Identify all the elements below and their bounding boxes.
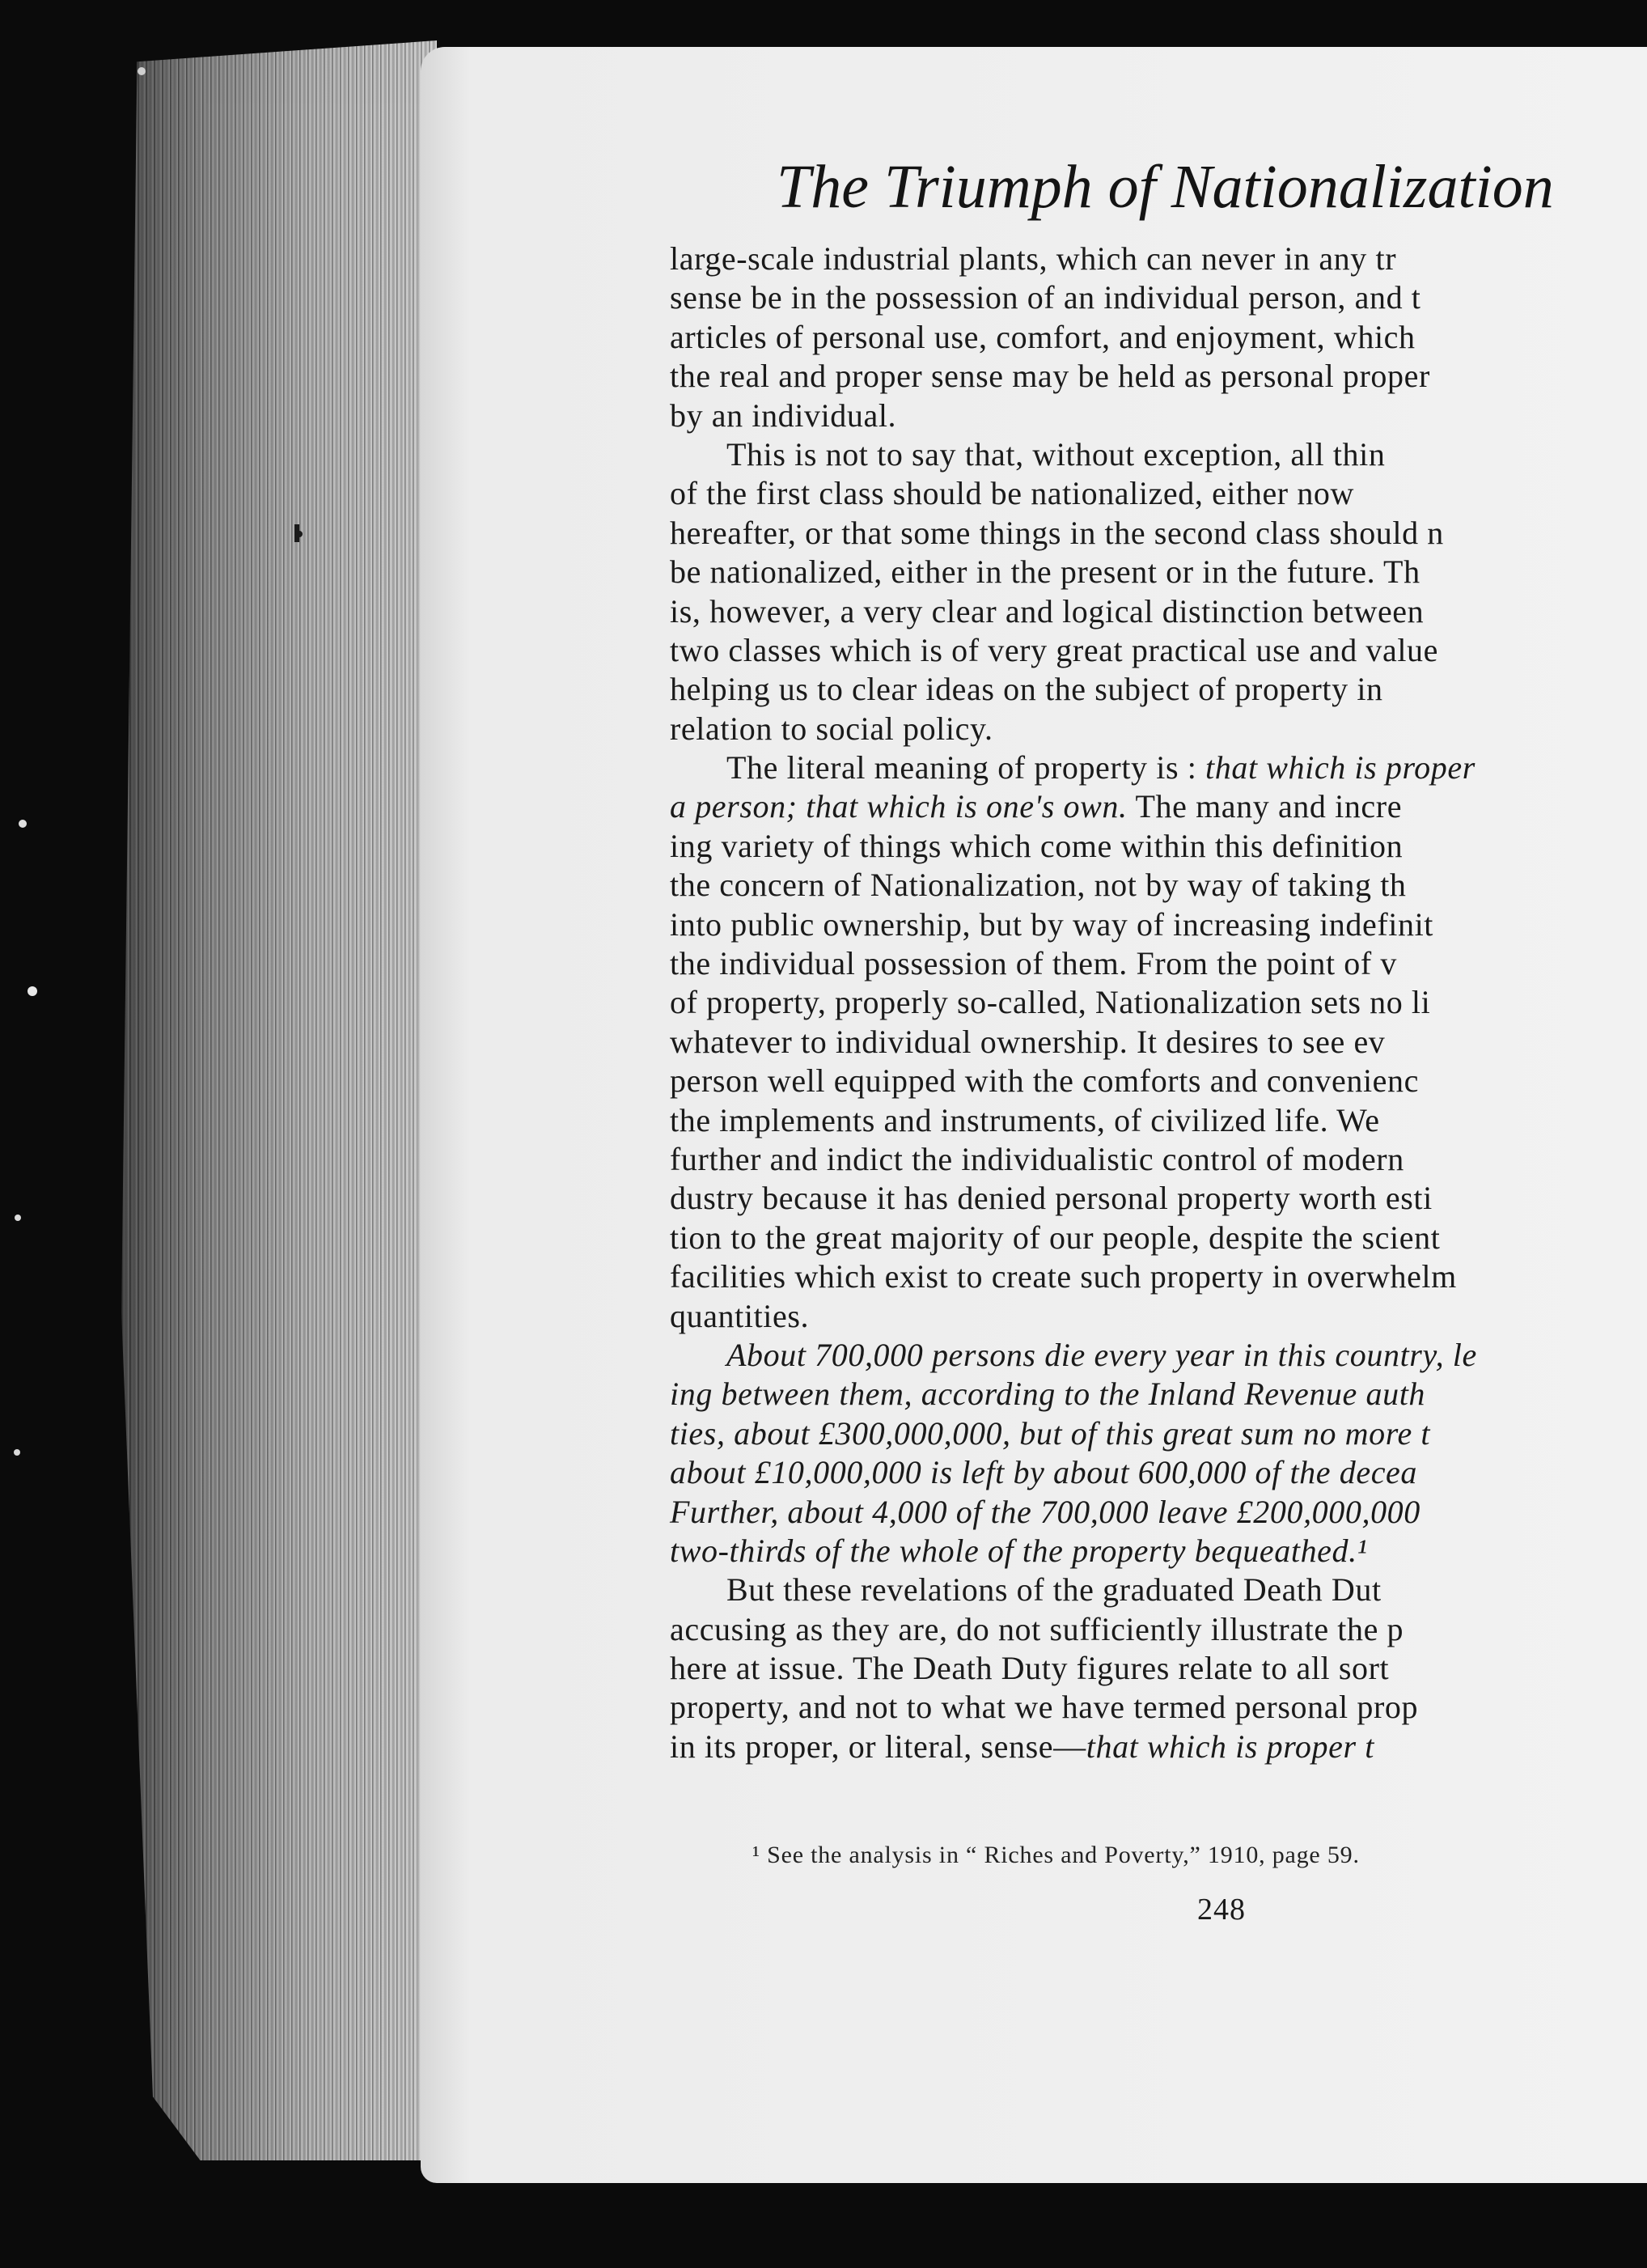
text-line xyxy=(670,1140,1647,1179)
line-text: ing between them, according to the Inland Revenue auth xyxy=(670,1376,1426,1413)
italic-run: that which is proper t xyxy=(1086,1727,1374,1765)
text-line xyxy=(670,944,1647,983)
text-line xyxy=(670,1179,1647,1218)
text-line xyxy=(670,710,1647,748)
line-text: Further, about 4,000 of the 700,000 leave £200,000,000 xyxy=(670,1493,1420,1530)
book-page-edges xyxy=(121,40,437,2160)
text-line xyxy=(670,1453,1647,1492)
book-page xyxy=(421,47,1647,2183)
line-text: is, however, a very clear and logical distinction between xyxy=(670,592,1425,630)
line-text: the individual possession of them. From the point of v xyxy=(670,945,1398,982)
text-line xyxy=(670,1493,1647,1532)
text-line xyxy=(670,1023,1647,1062)
italic-run: that which is proper xyxy=(1205,749,1476,786)
line-text: about £10,000,000 is left by about 600,000 of the decea xyxy=(670,1454,1417,1491)
text-line xyxy=(670,1649,1647,1688)
text-line xyxy=(670,553,1647,591)
line-text: But these revelations of the graduated Death Dut xyxy=(726,1571,1382,1609)
text-line xyxy=(670,240,1647,278)
text-line xyxy=(670,1688,1647,1727)
line-text: by an individual. xyxy=(670,396,897,434)
line-text: relation to social policy. xyxy=(670,710,993,747)
text-line xyxy=(670,474,1647,513)
body-text xyxy=(670,240,1647,1766)
line-text: further and indict the individualistic control of modern xyxy=(670,1140,1404,1177)
text-line xyxy=(670,1414,1647,1453)
line-text: About 700,000 persons die every year in this country, le xyxy=(726,1336,1477,1373)
line-text: articles of personal use, comfort, and enjoyment, which xyxy=(670,318,1416,355)
line-text: into public ownership, but by way of increasing indefinit xyxy=(670,905,1434,943)
text-line xyxy=(670,748,1647,787)
line-text: ties, about £300,000,000, but of this great sum no more t xyxy=(670,1414,1431,1452)
text-line xyxy=(670,1101,1647,1140)
text-line xyxy=(670,1532,1647,1571)
line-text: helping us to clear ideas on the subject of property in xyxy=(670,671,1383,708)
text-line xyxy=(670,787,1647,826)
line-text: The literal meaning of property is : xyxy=(726,749,1206,786)
line-text: tion to the great majority of our people, despite the scient xyxy=(670,1219,1441,1256)
text-line xyxy=(670,1297,1647,1336)
running-head: The Triumph of Nationalization xyxy=(777,153,1554,221)
line-text: accusing as they are, do not sufficiently illustrate the p xyxy=(670,1610,1404,1647)
text-line xyxy=(670,905,1647,944)
line-text: property, and not to what we have termed personal prop xyxy=(670,1689,1419,1726)
text-line xyxy=(670,983,1647,1022)
text-line xyxy=(670,1257,1647,1296)
line-text: sense be in the possession of an individual person, and t xyxy=(670,279,1421,316)
line-text: the real and proper sense may be held as personal proper xyxy=(670,358,1430,395)
text-line xyxy=(670,1336,1647,1375)
line-text: quantities. xyxy=(670,1297,810,1334)
line-text: here at issue. The Death Duty figures relate to all sort xyxy=(670,1650,1390,1687)
line-text: two-thirds of the whole of the property bequeathed.¹ xyxy=(670,1532,1368,1569)
text-line xyxy=(670,1219,1647,1257)
text-line xyxy=(670,1727,1647,1766)
line-text: of property, properly so-called, Nationalization sets no li xyxy=(670,984,1431,1021)
text-line xyxy=(670,631,1647,670)
text-line xyxy=(670,592,1647,631)
line-text: hereafter, or that some things in the second class should n xyxy=(670,514,1444,551)
page-number: 248 xyxy=(1197,1893,1246,1927)
line-text: two classes which is of very great practical use and value xyxy=(670,631,1439,668)
line-text: in its proper, or literal, sense— xyxy=(670,1727,1086,1765)
line-text: the implements and instruments, of civilized life. We xyxy=(670,1101,1380,1138)
line-text: person well equipped with the comforts and convenienc xyxy=(670,1062,1419,1100)
text-line xyxy=(670,357,1647,396)
line-text: the concern of Nationalization, not by way of taking th xyxy=(670,867,1407,904)
text-line xyxy=(670,866,1647,905)
line-text: large-scale industrial plants, which can never in any tr xyxy=(670,240,1397,277)
text-line xyxy=(670,396,1647,435)
text-line xyxy=(670,1062,1647,1100)
text-line xyxy=(670,1571,1647,1609)
footnote: ¹ See the analysis in “ Riches and Poverty,” 1910, page 59. xyxy=(752,1842,1360,1868)
line-text: be nationalized, either in the present or in the future. Th xyxy=(670,553,1420,591)
line-text: The many and incre xyxy=(1127,788,1403,825)
line-text: facilities which exist to create such property in overwhelm xyxy=(670,1258,1457,1295)
line-text: dustry because it has denied personal property worth esti xyxy=(670,1180,1433,1217)
text-line xyxy=(670,514,1647,553)
text-line xyxy=(670,1375,1647,1414)
line-text: This is not to say that, without exception, all thin xyxy=(726,435,1386,473)
text-line xyxy=(670,670,1647,709)
italic-run: a person; that which is one's own. xyxy=(670,788,1128,825)
line-text: whatever to individual ownership. It desires to see ev xyxy=(670,1023,1386,1060)
text-line xyxy=(670,278,1647,317)
text-line xyxy=(670,1610,1647,1649)
text-line xyxy=(670,318,1647,357)
text-line xyxy=(670,435,1647,474)
line-text: of the first class should be nationalized, either now xyxy=(670,475,1355,512)
line-text: ing variety of things which come within this definition xyxy=(670,827,1404,864)
text-line xyxy=(670,827,1647,866)
